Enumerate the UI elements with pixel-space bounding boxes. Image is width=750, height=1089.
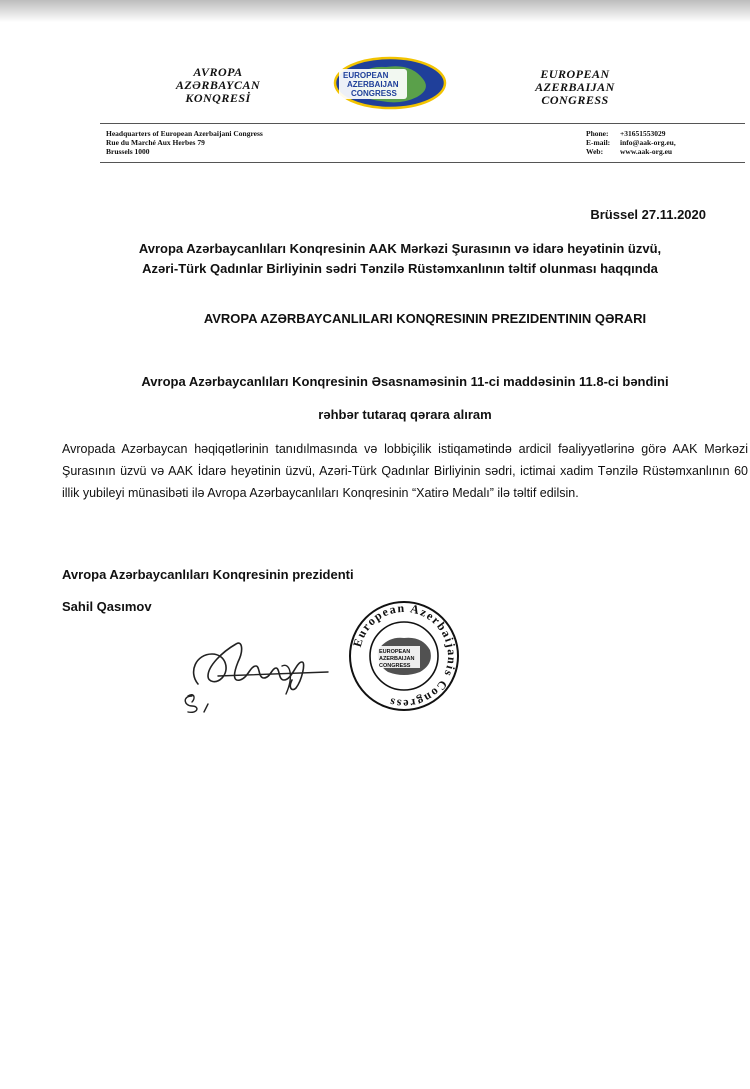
decision-basis-line-1: Avropa Azərbaycanlıları Konqresinin Əsasnaməsinin 11-ci maddəsinin 11.8-ci bəndini — [141, 374, 669, 389]
official-seal — [346, 598, 462, 714]
decision-body: Avropada Azərbaycan həqiqətlərinin tanıdılmasında və lobbiçilik istiqamətində ardicil fəaliyyətlərinə görə AAK Mərkəzi Şurasının üzvü və AAK İdarə heyətinin üzvü, Azəri-Türk Qadınlar Birliyinin sədri, ictimai xadim Tənzilə Rüstəmxanlının 60 illik yubileyi münasibəti ilə Avropa Azərbaycanlıları Konqresinin “Xatirə Medalı” ilə təltif edilsin. — [62, 442, 748, 500]
letterhead-contact: Phone: +31651553029 E-mail: info@aak-org.eu, Web: www.aak-org.eu — [586, 129, 676, 156]
decision-title: AVROPA AZƏRBAYCANLILARI KONQRESININ PREZIDENTININ QƏRARI — [203, 311, 647, 326]
letterhead-left-name: AVROPA AZƏRBAYCAN KONQRESİ — [175, 65, 261, 105]
top-shadow — [0, 0, 750, 22]
congress-logo — [331, 55, 449, 111]
svg-text:CONGRESS: CONGRESS — [351, 89, 397, 98]
document-date: Brüssel 27.11.2020 — [590, 207, 706, 222]
svg-text:AZERBAIJAN: AZERBAIJAN — [347, 80, 399, 89]
letterhead-rule-bottom — [100, 162, 745, 163]
svg-text:EUROPEAN: EUROPEAN — [343, 71, 389, 80]
svg-text:AZERBAIJAN: AZERBAIJAN — [379, 656, 415, 662]
letterhead-address: Headquarters of European Azerbaijani Congress Rue du Marché Aux Herbes 79 Brussels 1000 — [106, 129, 263, 156]
decision-basis-line-2: rəhbər tutaraq qərara alıram — [318, 407, 492, 422]
letterhead-right-name: EUROPEAN AZERBAIJAN CONGRESS — [535, 67, 615, 107]
signatory-name: Sahil Qasımov — [62, 599, 152, 614]
signatory-title: Avropa Azərbaycanlıları Konqresinin prezidenti — [62, 567, 354, 582]
svg-text:European Azerbaijanis Congress: European Azerbaijanis Congress — [349, 600, 460, 712]
svg-text:EUROPEAN: EUROPEAN — [379, 649, 411, 655]
handwritten-signature — [178, 632, 338, 716]
document-subject: Avropa Azərbaycanlıları Konqresinin AAK Mərkəzi Şurasının və idarə heyətinin üzvü, Azəri-Türk Qadınlar Birliyinin sədri Tənzilə Rüstəmxanlının təltif olunması haqqında — [138, 241, 662, 276]
svg-text:CONGRESS: CONGRESS — [379, 663, 411, 669]
letterhead-rule-top — [100, 123, 745, 124]
